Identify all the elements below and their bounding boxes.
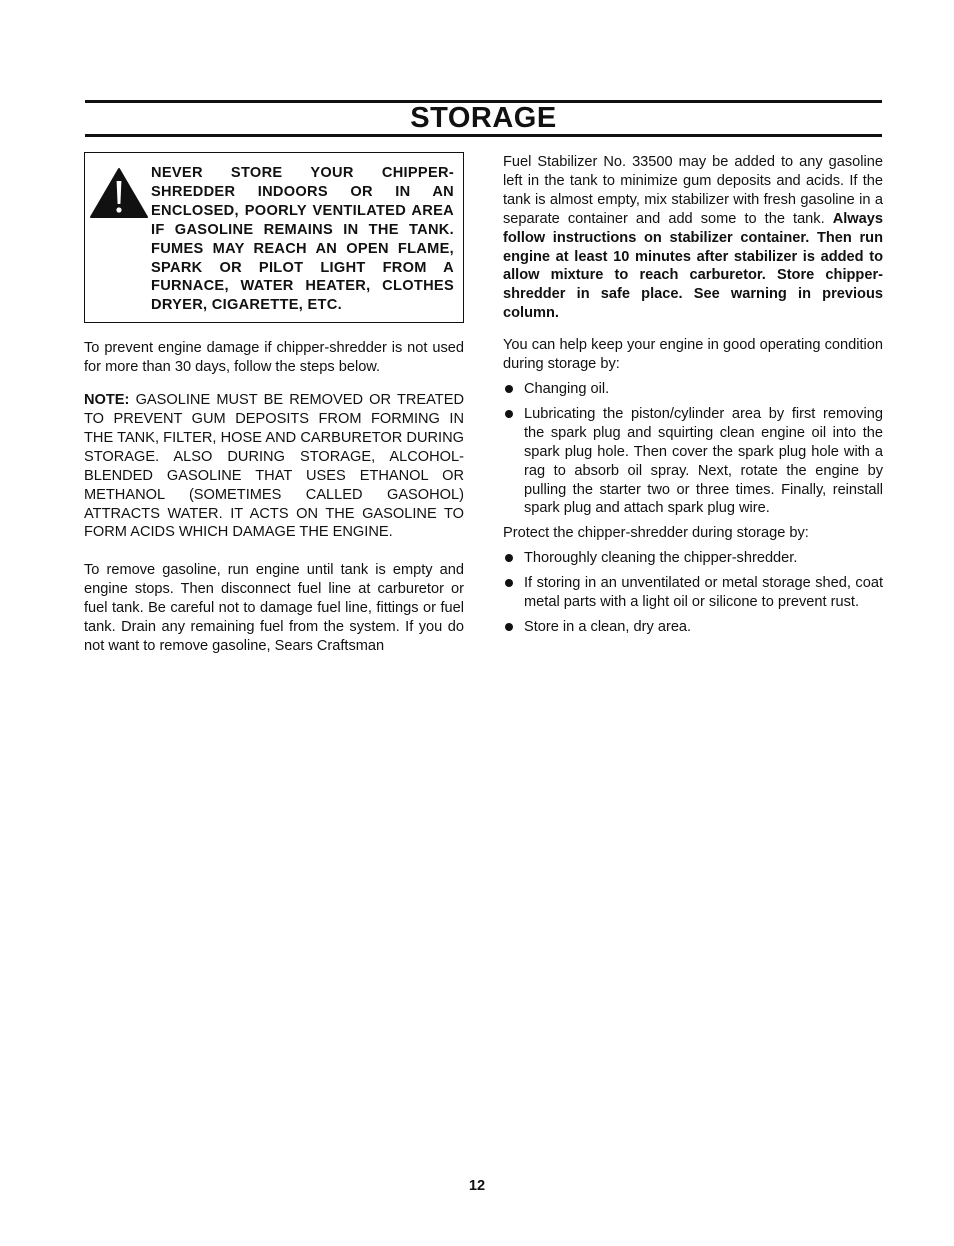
list-item xyxy=(503,549,883,568)
warning-text: NEVER STORE YOUR CHIPPER-SHREDDER INDOORS OR IN AN ENCLOSED, POORLY VENTILATED AREA IF GASOLINE REMAINS IN THE TANK. FUMES MAY REACH AN OPEN FLAME, SPARK OR PILOT LIGHT FROM A FURNACE, WATER HEATER, CLOTHES DRYER, CIGARETTE, ETC. xyxy=(151,165,454,314)
gasoline-note xyxy=(84,391,464,542)
list-item-text: If storing in an unventilated or metal storage shed, coat metal parts with a light oil or silicone to prevent rust. xyxy=(524,575,883,611)
bullet-icon xyxy=(505,579,513,587)
storage-intro: To prevent engine damage if chipper-shredder is not used for more than 30 days, follow the steps below. xyxy=(84,340,464,376)
bullet-icon xyxy=(505,410,513,418)
list-item xyxy=(503,574,883,612)
note-text: GASOLINE MUST BE REMOVED OR TREATED TO PREVENT GUM DEPOSITS FROM FORMING IN THE TANK, FILTER, HOSE AND CARBURETOR DURING STORAGE. ALSO DURING STORAGE, ALCOHOL-BLENDED GASOLINE THAT USES ETHANOL OR METHANOL (SOMETIMES CALLED GASOHOL) ATTRACTS WATER. IT ACTS ON THE GASOLINE TO FORM ACIDS WHICH DAMAGE THE ENGINE. xyxy=(84,392,464,541)
list-item-text: Store in a clean, dry area. xyxy=(524,618,692,635)
left-column xyxy=(84,152,464,656)
page-title: STORAGE xyxy=(410,102,557,134)
warning-box xyxy=(84,152,464,323)
bullet-icon xyxy=(505,554,513,562)
stabilizer-instructions: Always follow instructions on stabilizer container. Then run engine at least 10 minutes after stabilizer is added to allow mixture to reach carburetor. Store chipper-shredder in safe place. See warning in previous column. xyxy=(503,210,883,322)
list-item-text: Thoroughly cleaning the chipper-shredder. xyxy=(524,550,798,567)
engine-steps-list xyxy=(503,380,883,518)
bullet-icon xyxy=(505,623,513,631)
list-item-text: Changing oil. xyxy=(524,380,610,397)
remove-gasoline-text: To remove gasoline, run engine until tank is empty and engine stops. Then disconnect fuel line at carburetor or fuel tank. Be careful not to damage fuel line, fittings or fuel tank. Drain any remaining fuel from the system. If you do not want to remove gasoline, Sears Craftsman xyxy=(84,562,464,654)
page-number: 12 xyxy=(468,1178,486,1194)
list-item xyxy=(503,405,883,518)
list-item xyxy=(503,618,883,637)
protect-intro: Protect the chipper-shredder during storage by: xyxy=(503,525,809,542)
stabilizer-text: Fuel Stabilizer No. 33500 may be added to any gasoline left in the tank to minimize gum deposits and acids. If the tank is almost empty, mix stabilizer with fresh gasoline in a separate container and add some to the tank. xyxy=(503,154,883,227)
bullet-icon xyxy=(505,385,513,393)
title-rule-bottom xyxy=(85,134,882,137)
stabilizer-paragraph xyxy=(503,153,883,323)
list-item-text: Lubricating the piston/cylinder area by first removing the spark plug and squirting clean engine oil into the spark plug hole. Then cover the spark plug hole with a rag to absorb oil spray. Next, rotate the engine by pulling the starter two or three times. Finally, reinstall spark plug and attach spark plug wire. xyxy=(524,405,883,517)
list-item xyxy=(503,380,883,399)
right-column xyxy=(503,153,883,643)
engine-intro: You can help keep your engine in good operating condition during storage by: xyxy=(503,337,883,373)
warning-triangle-icon xyxy=(89,167,149,219)
note-label: NOTE: xyxy=(84,392,130,409)
protect-steps-list xyxy=(503,549,883,637)
